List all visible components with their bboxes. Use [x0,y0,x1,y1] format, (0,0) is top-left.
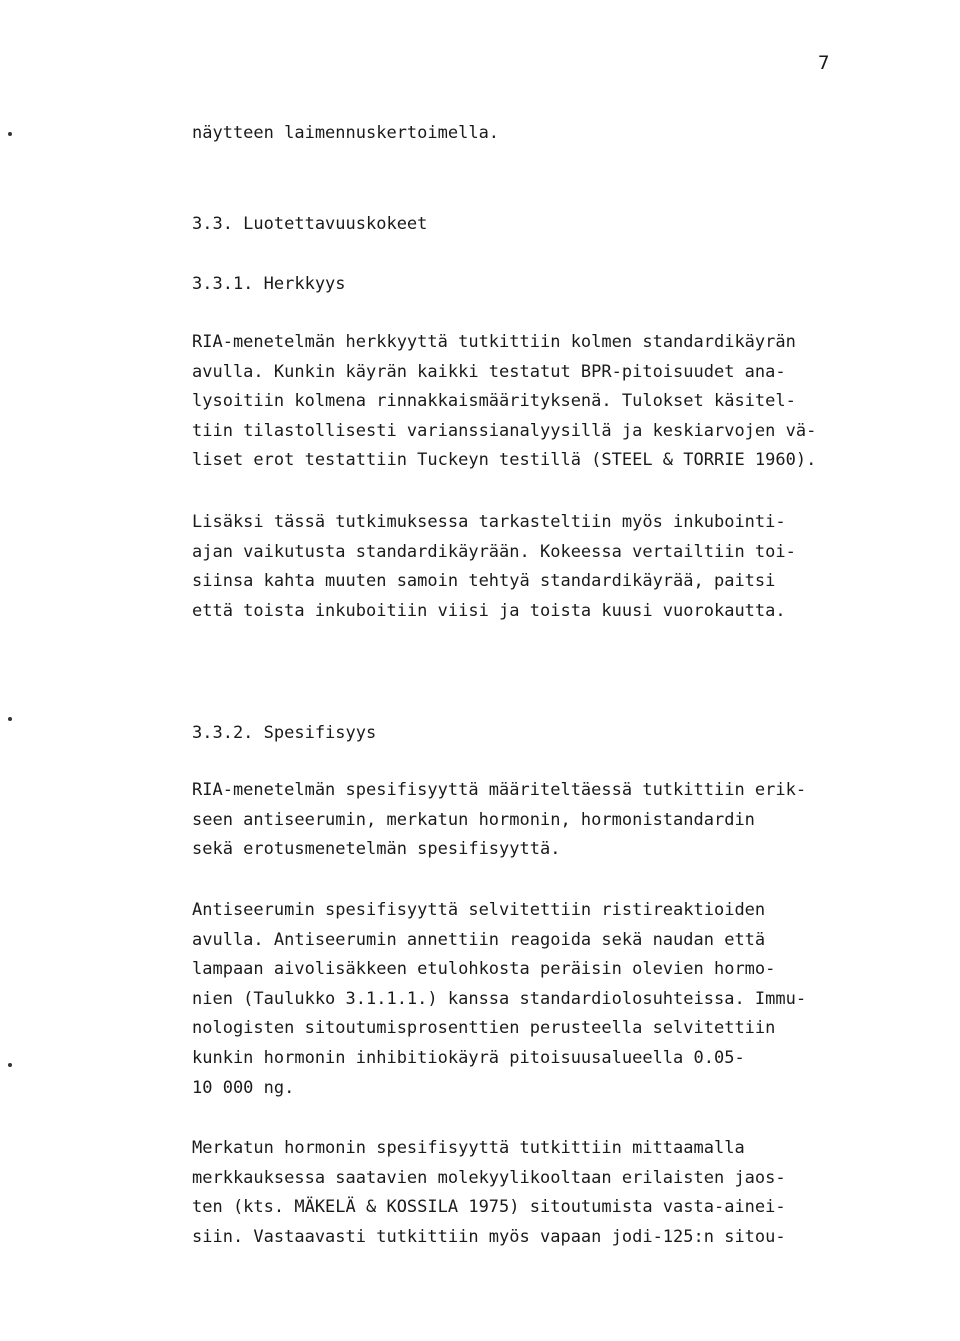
paragraph-line: Antiseerumin spesifisyyttä selvitettiin ristireaktioiden [192,900,766,920]
paragraph-herkkyys [192,328,912,476]
intro-text-block [192,119,912,149]
section-heading-luotettavuuskokeet: 3.3. Luotettavuuskokeet [192,214,428,234]
paragraph-line: merkkauksessa saatavien molekyylikooltaan erilaisten jaos- [192,1167,786,1188]
scan-speck [8,717,12,721]
section-heading-herkkyys: 3.3.1. Herkkyys [192,274,346,294]
paragraph-line: seen antiseerumin, merkatun hormonin, hormonistandardin [192,809,755,830]
paragraph-line: ajan vaikutusta standardikäyrään. Kokeessa vertailtiin toi- [192,541,796,562]
section-heading-3-3-1 [192,270,912,300]
paragraph-line: nologisten sitoutumisprosenttien perusteella selvitettiin [192,1018,776,1039]
paragraph-spesifisyys-intro [192,776,912,865]
paragraph-line: liset erot testattiin Tuckeyn testillä (STEEL & TORRIE 1960). [192,450,817,471]
paragraph-line: avulla. Antiseerumin annettiin reagoida sekä naudan että [192,929,766,950]
paragraph-line: RIA-menetelmän spesifisyyttä määriteltäessä tutkittiin erik- [192,780,807,800]
paragraph-merkattu-hormoni [192,1134,912,1252]
paragraph-line: RIA-menetelmän herkkyyttä tutkittiin kolmen standardikäyrän [192,332,796,352]
paragraph-line: että toista inkuboitiin viisi ja toista kuusi vuorokautta. [192,600,786,621]
paragraph-line: Merkatun hormonin spesifisyyttä tutkittiin mittaamalla [192,1138,745,1158]
paragraph-inkubointiaika [192,508,912,626]
paragraph-line: avulla. Kunkin käyrän kaikki testatut BPR-pitoisuudet ana- [192,361,786,382]
paragraph-line: 10 000 ng. [192,1077,295,1098]
paragraph-line: siin. Vastaavasti tutkittiin myös vapaan jodi-125:n sitou- [192,1226,786,1247]
paragraph-line: ten (kts. MÄKELÄ & KOSSILA 1975) sitoutumista vasta-ainei- [192,1197,786,1218]
paragraph-line: kunkin hormonin inhibitiokäyrä pitoisuusalueella 0.05- [192,1047,745,1068]
paragraph-line: Lisäksi tässä tutkimuksessa tarkasteltiin myös inkubointi- [192,512,786,532]
section-heading-3-3-2 [192,719,912,749]
page-number: 7 [818,52,830,74]
paragraph-line: tiin tilastollisesti varianssianalyysillä ja keskiarvojen vä- [192,420,817,441]
scan-speck [8,1063,12,1067]
paragraph-line: siinsa kahta muuten samoin tehtyä standardikäyrää, paitsi [192,571,776,592]
paragraph-line: lysoitiin kolmena rinnakkaismäärityksenä. Tulokset käsitel- [192,391,796,412]
section-heading-3-3 [192,210,912,240]
intro-line: näytteen laimennuskertoimella. [192,123,500,143]
paragraph-line: sekä erotusmenetelmän spesifisyyttä. [192,839,561,860]
paragraph-line: nien (Taulukko 3.1.1.1.) kanssa standardiolosuhteissa. Immu- [192,988,807,1009]
paragraph-line: lampaan aivolisäkkeen etulohkosta peräisin olevien hormo- [192,959,776,980]
scan-speck [8,132,12,136]
section-heading-spesifisyys: 3.3.2. Spesifisyys [192,723,377,743]
paragraph-antiseerumi [192,896,912,1103]
